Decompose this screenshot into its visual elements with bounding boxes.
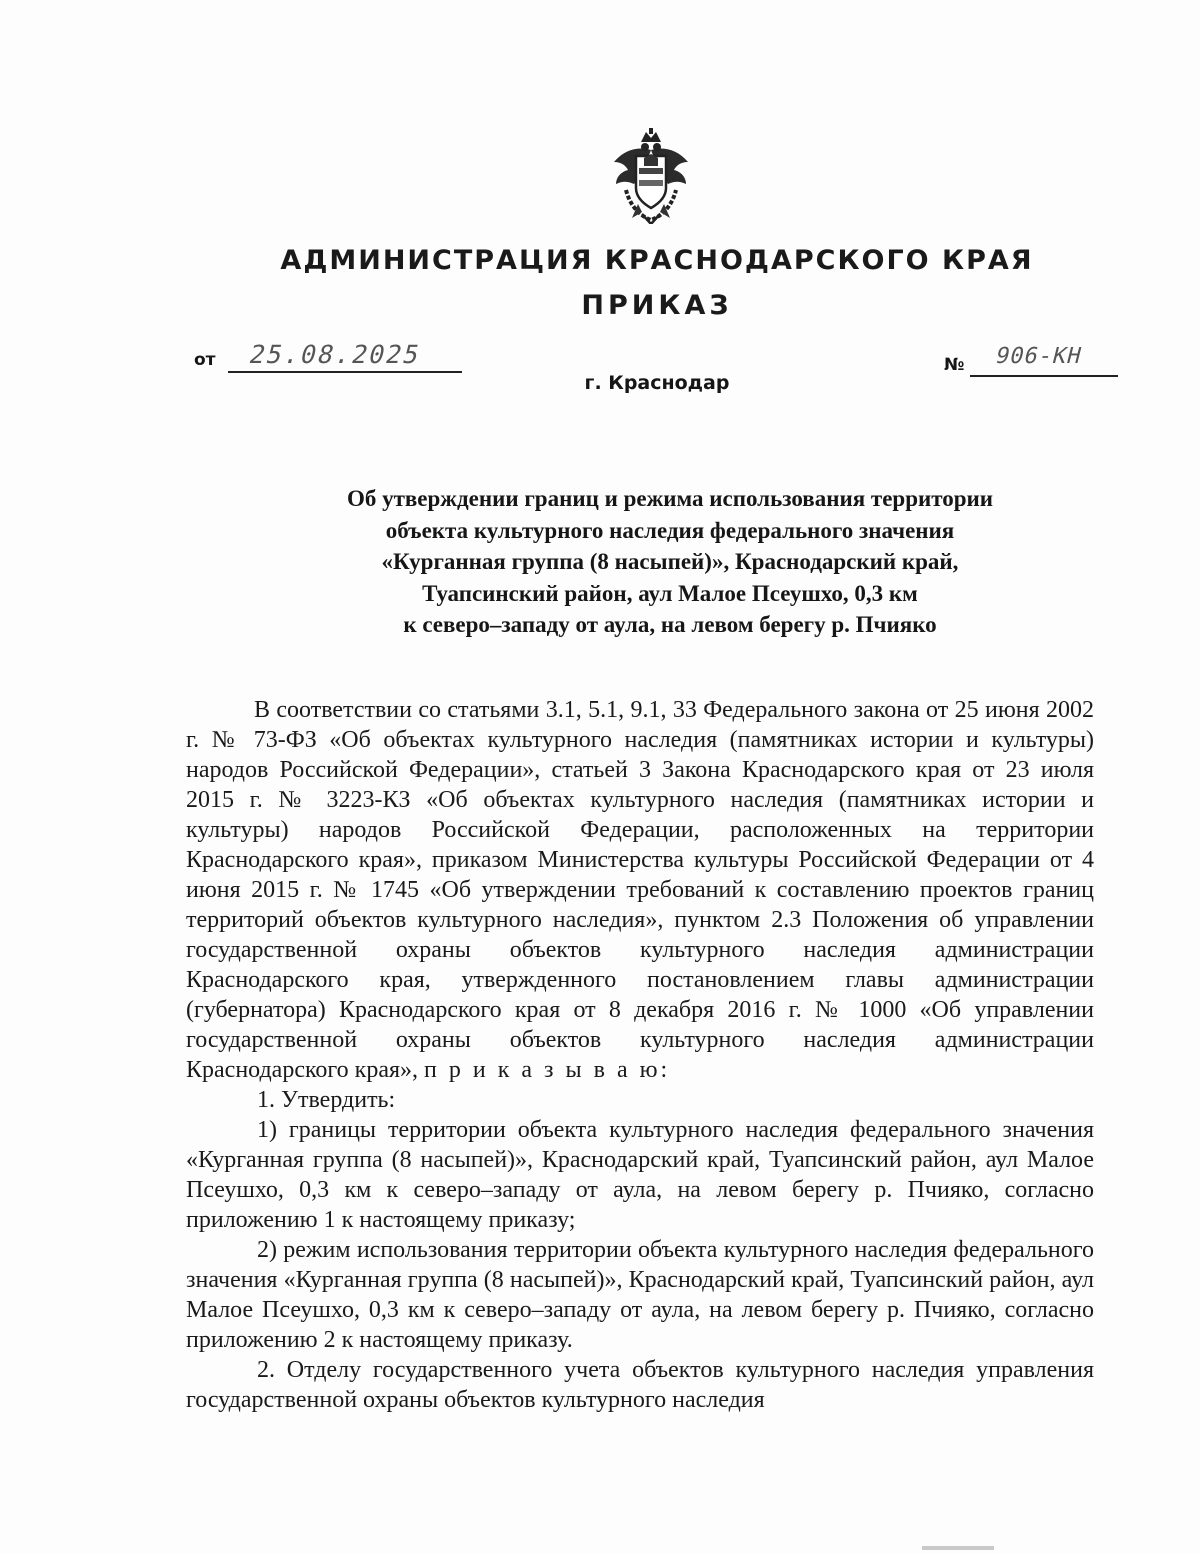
- document-body: [186, 695, 1094, 1415]
- handwritten-number: 906-КН: [992, 344, 1085, 369]
- item-1-1: 1) границы территории объекта культурного наследия федерального значения «Курганная группа (8 насыпей)», Краснодарский край, Туапсинский район, аул Малое Псеушхо, 0,3 км к северо–западу от аула, на левом берегу р. Пчияко, согласно приложению 1 к настоящему приказу;: [186, 1117, 1094, 1233]
- subject-line: объекта культурного наследия федерального значения: [385, 517, 955, 543]
- date-label: от: [194, 350, 216, 370]
- subject-line: Туапсинский район, аул Малое Псеушхо, 0,3 км: [422, 580, 918, 606]
- handwritten-date: 25.08.2025: [246, 340, 425, 369]
- city-name: г. Краснодар: [584, 372, 730, 394]
- subject-line: Об утверждении границ и режима использования территории: [346, 486, 994, 511]
- order-word: п р и к а з ы в а ю:: [424, 1057, 671, 1083]
- scan-mark: [922, 1546, 994, 1550]
- document-type: ПРИКАЗ: [581, 290, 733, 321]
- subject-line: «Курганная группа (8 насыпей)», Краснодарский край,: [381, 549, 959, 574]
- organization-name: АДМИНИСТРАЦИЯ КРАСНОДАРСКОГО КРАЯ: [280, 245, 1034, 276]
- item-1: 1. Утвердить:: [257, 1087, 396, 1113]
- subject-line: к северо–западу от аула, на левом берегу р. Пчияко: [403, 612, 937, 637]
- number-label: №: [944, 355, 965, 375]
- preamble-paragraph: [186, 695, 1094, 1085]
- item-2: 2. Отделу государственного учета объектов культурного наследия управления государственной охраны объектов культурного наследия: [186, 1357, 1094, 1413]
- document-subject: [170, 483, 1170, 641]
- item-1-2: 2) режим использования территории объекта культурного наследия федерального значения «Курганная группа (8 насыпей)», Краснодарский край, Туапсинский район, аул Малое Псеушхо, 0,3 км к северо–западу от аула, на левом берегу р. Пчияко, согласно приложению 2 к настоящему приказу.: [186, 1237, 1094, 1353]
- preamble-text: В соответствии со статьями 3.1, 5.1, 9.1, 33 Федерального закона от 25 июня 2002 г. № 73-ФЗ «Об объектах культурного наследия (памятниках истории и культуры) народов Российской Федерации», статьей 3 Закона Краснодарского края от 23 июля 2015 г. № 3223-КЗ «Об объектах культурного наследия (памятниках истории и культуры) народов Российской Федерации, расположенных на территории Краснодарского края», приказом Министерства культуры Российской Федерации от 4 июня 2015 г. № 1745 «Об утверждении требований к составлению проектов границ территорий объектов культурного наследия», пунктом 2.3 Положения об управлении государственной охраны объектов культурного наследия администрации Краснодарского края, утвержденного постановлением главы администрации (губернатора) Краснодарского края от 8 декабря 2016 г. № 1000 «Об управлении государственной охраны объектов культурного наследия администрации Краснодарского края»,: [186, 697, 1094, 1083]
- coat-of-arms-icon: [608, 128, 694, 224]
